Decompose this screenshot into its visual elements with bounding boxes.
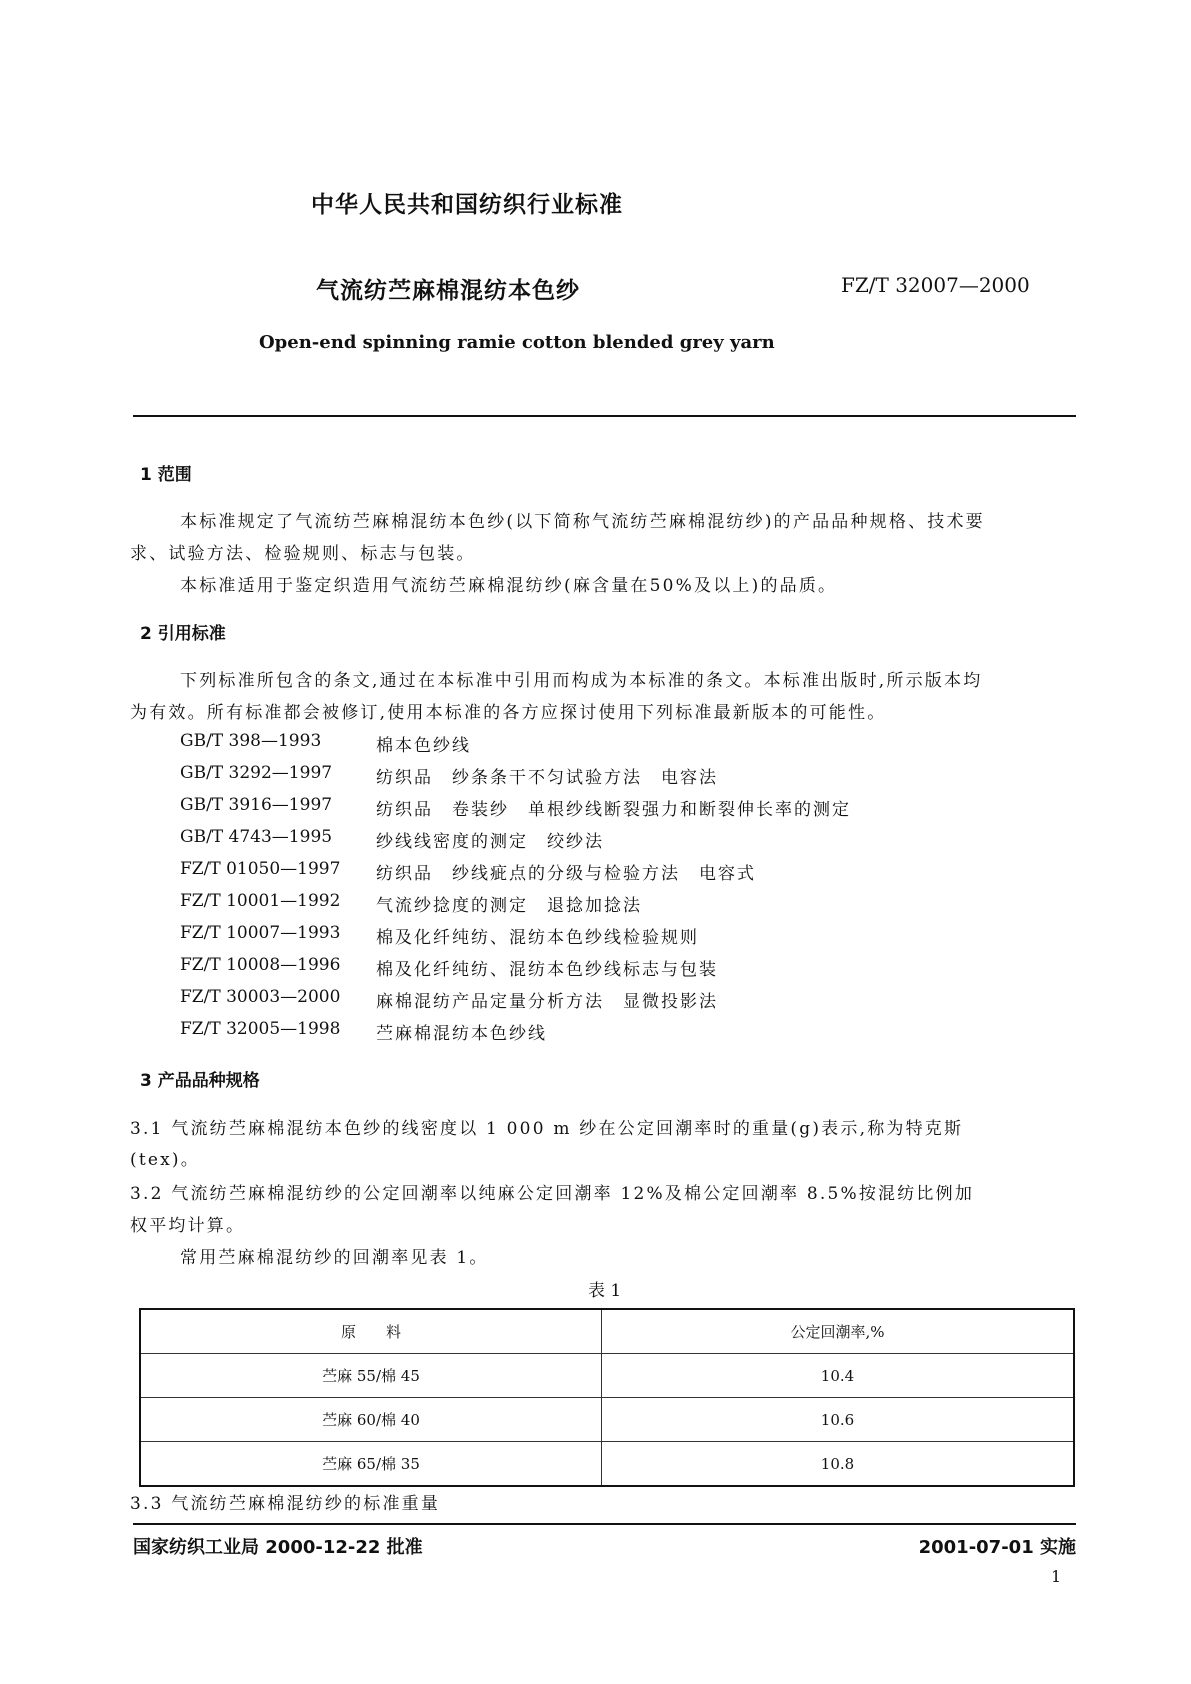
reference-code: FZ/T 01050—1997 [180, 859, 341, 879]
moisture-regain-table [139, 1308, 1075, 1487]
header-cell: 公定回潮率,% [602, 1309, 1075, 1354]
clause-3-1-cont: (tex)。 [130, 1150, 200, 1170]
issuing-org: 中华人民共和国纺织行业标准 [311, 192, 623, 218]
clause-3-2-cont: 权平均计算。 [130, 1216, 246, 1236]
approval-date: 国家纺织工业局 2000-12-22 批准 [133, 1537, 423, 1558]
clause-3-2: 3.2 气流纺苎麻棉混纺纱的公定回潮率以纯麻公定回潮率 12%及棉公定回潮率 8.5%按混纺比例加 [130, 1184, 975, 1204]
reference-title: 纱线线密度的测定 绞纱法 [376, 832, 604, 852]
table-cell: 苎麻 65/棉 35 [140, 1442, 602, 1487]
reference-code: GB/T 3292—1997 [180, 763, 333, 783]
reference-title: 纺织品 纱条条干不匀试验方法 电容法 [376, 768, 718, 788]
footer-rule [133, 1523, 1076, 1525]
effective-date: 2001-07-01 实施 [918, 1537, 1076, 1558]
header-rule [133, 415, 1076, 417]
reference-title: 气流纱捻度的测定 退捻加捻法 [376, 896, 642, 916]
table-row [140, 1398, 1074, 1442]
table-cell: 10.4 [602, 1354, 1075, 1398]
paragraph: 本标准规定了气流纺苎麻棉混纺本色纱(以下简称气流纺苎麻棉混纺纱)的产品品种规格、技术要 [180, 512, 985, 532]
reference-title: 纺织品 卷装纱 单根纱线断裂强力和断裂伸长率的测定 [376, 800, 851, 820]
reference-code: GB/T 4743—1995 [180, 827, 333, 847]
table-cell: 苎麻 55/棉 45 [140, 1354, 602, 1398]
table-cell: 10.6 [602, 1398, 1075, 1442]
page-number: 1 [1051, 1567, 1062, 1586]
paragraph: 下列标准所包含的条文,通过在本标准中引用而构成为本标准的条文。本标准出版时,所示版本均 [180, 671, 983, 691]
standard-title: 气流纺苎麻棉混纺本色纱 [316, 278, 580, 304]
reference-title: 棉本色纱线 [376, 736, 471, 756]
section-1-heading: 1 范围 [140, 465, 192, 485]
reference-code: FZ/T 30003—2000 [180, 987, 341, 1007]
reference-title: 棉及化纤纯纺、混纺本色纱线检验规则 [376, 928, 699, 948]
clause-3-1: 3.1 气流纺苎麻棉混纺本色纱的线密度以 1 000 m 纱在公定回潮率时的重量(g)表示,称为特克斯 [130, 1119, 964, 1139]
reference-code: FZ/T 10008—1996 [180, 955, 341, 975]
table-cell: 苎麻 60/棉 40 [140, 1398, 602, 1442]
paragraph: 为有效。所有标准都会被修订,使用本标准的各方应探讨使用下列标准最新版本的可能性。 [130, 703, 887, 723]
paragraph: 求、试验方法、检验规则、标志与包装。 [130, 544, 476, 564]
reference-title: 麻棉混纺产品定量分析方法 显微投影法 [376, 992, 718, 1012]
table-note: 常用苎麻棉混纺纱的回潮率见表 1。 [180, 1248, 489, 1268]
table-header-row [140, 1309, 1074, 1354]
section-2-heading: 2 引用标准 [140, 624, 226, 644]
section-3-heading: 3 产品品种规格 [140, 1071, 260, 1091]
table-cell: 10.8 [602, 1442, 1075, 1487]
table-row [140, 1354, 1074, 1398]
header-cell: 原 料 [140, 1309, 602, 1354]
clause-3-3: 3.3 气流纺苎麻棉混纺纱的标准重量 [130, 1494, 441, 1514]
table-row [140, 1442, 1074, 1487]
table-caption: 表 1 [588, 1281, 622, 1301]
title-english: Open-end spinning ramie cotton blended grey yarn [259, 332, 775, 353]
reference-title: 棉及化纤纯纺、混纺本色纱线标志与包装 [376, 960, 718, 980]
reference-title: 纺织品 纱线疵点的分级与检验方法 电容式 [376, 864, 756, 884]
reference-title: 苎麻棉混纺本色纱线 [376, 1024, 547, 1044]
reference-code: FZ/T 10007—1993 [180, 923, 341, 943]
reference-code: GB/T 3916—1997 [180, 795, 333, 815]
reference-code: FZ/T 10001—1992 [180, 891, 341, 911]
reference-code: FZ/T 32005—1998 [180, 1019, 341, 1039]
standard-code: FZ/T 32007—2000 [841, 273, 1030, 297]
paragraph: 本标准适用于鉴定织造用气流纺苎麻棉混纺纱(麻含量在50%及以上)的品质。 [180, 576, 838, 596]
reference-code: GB/T 398—1993 [180, 731, 322, 751]
